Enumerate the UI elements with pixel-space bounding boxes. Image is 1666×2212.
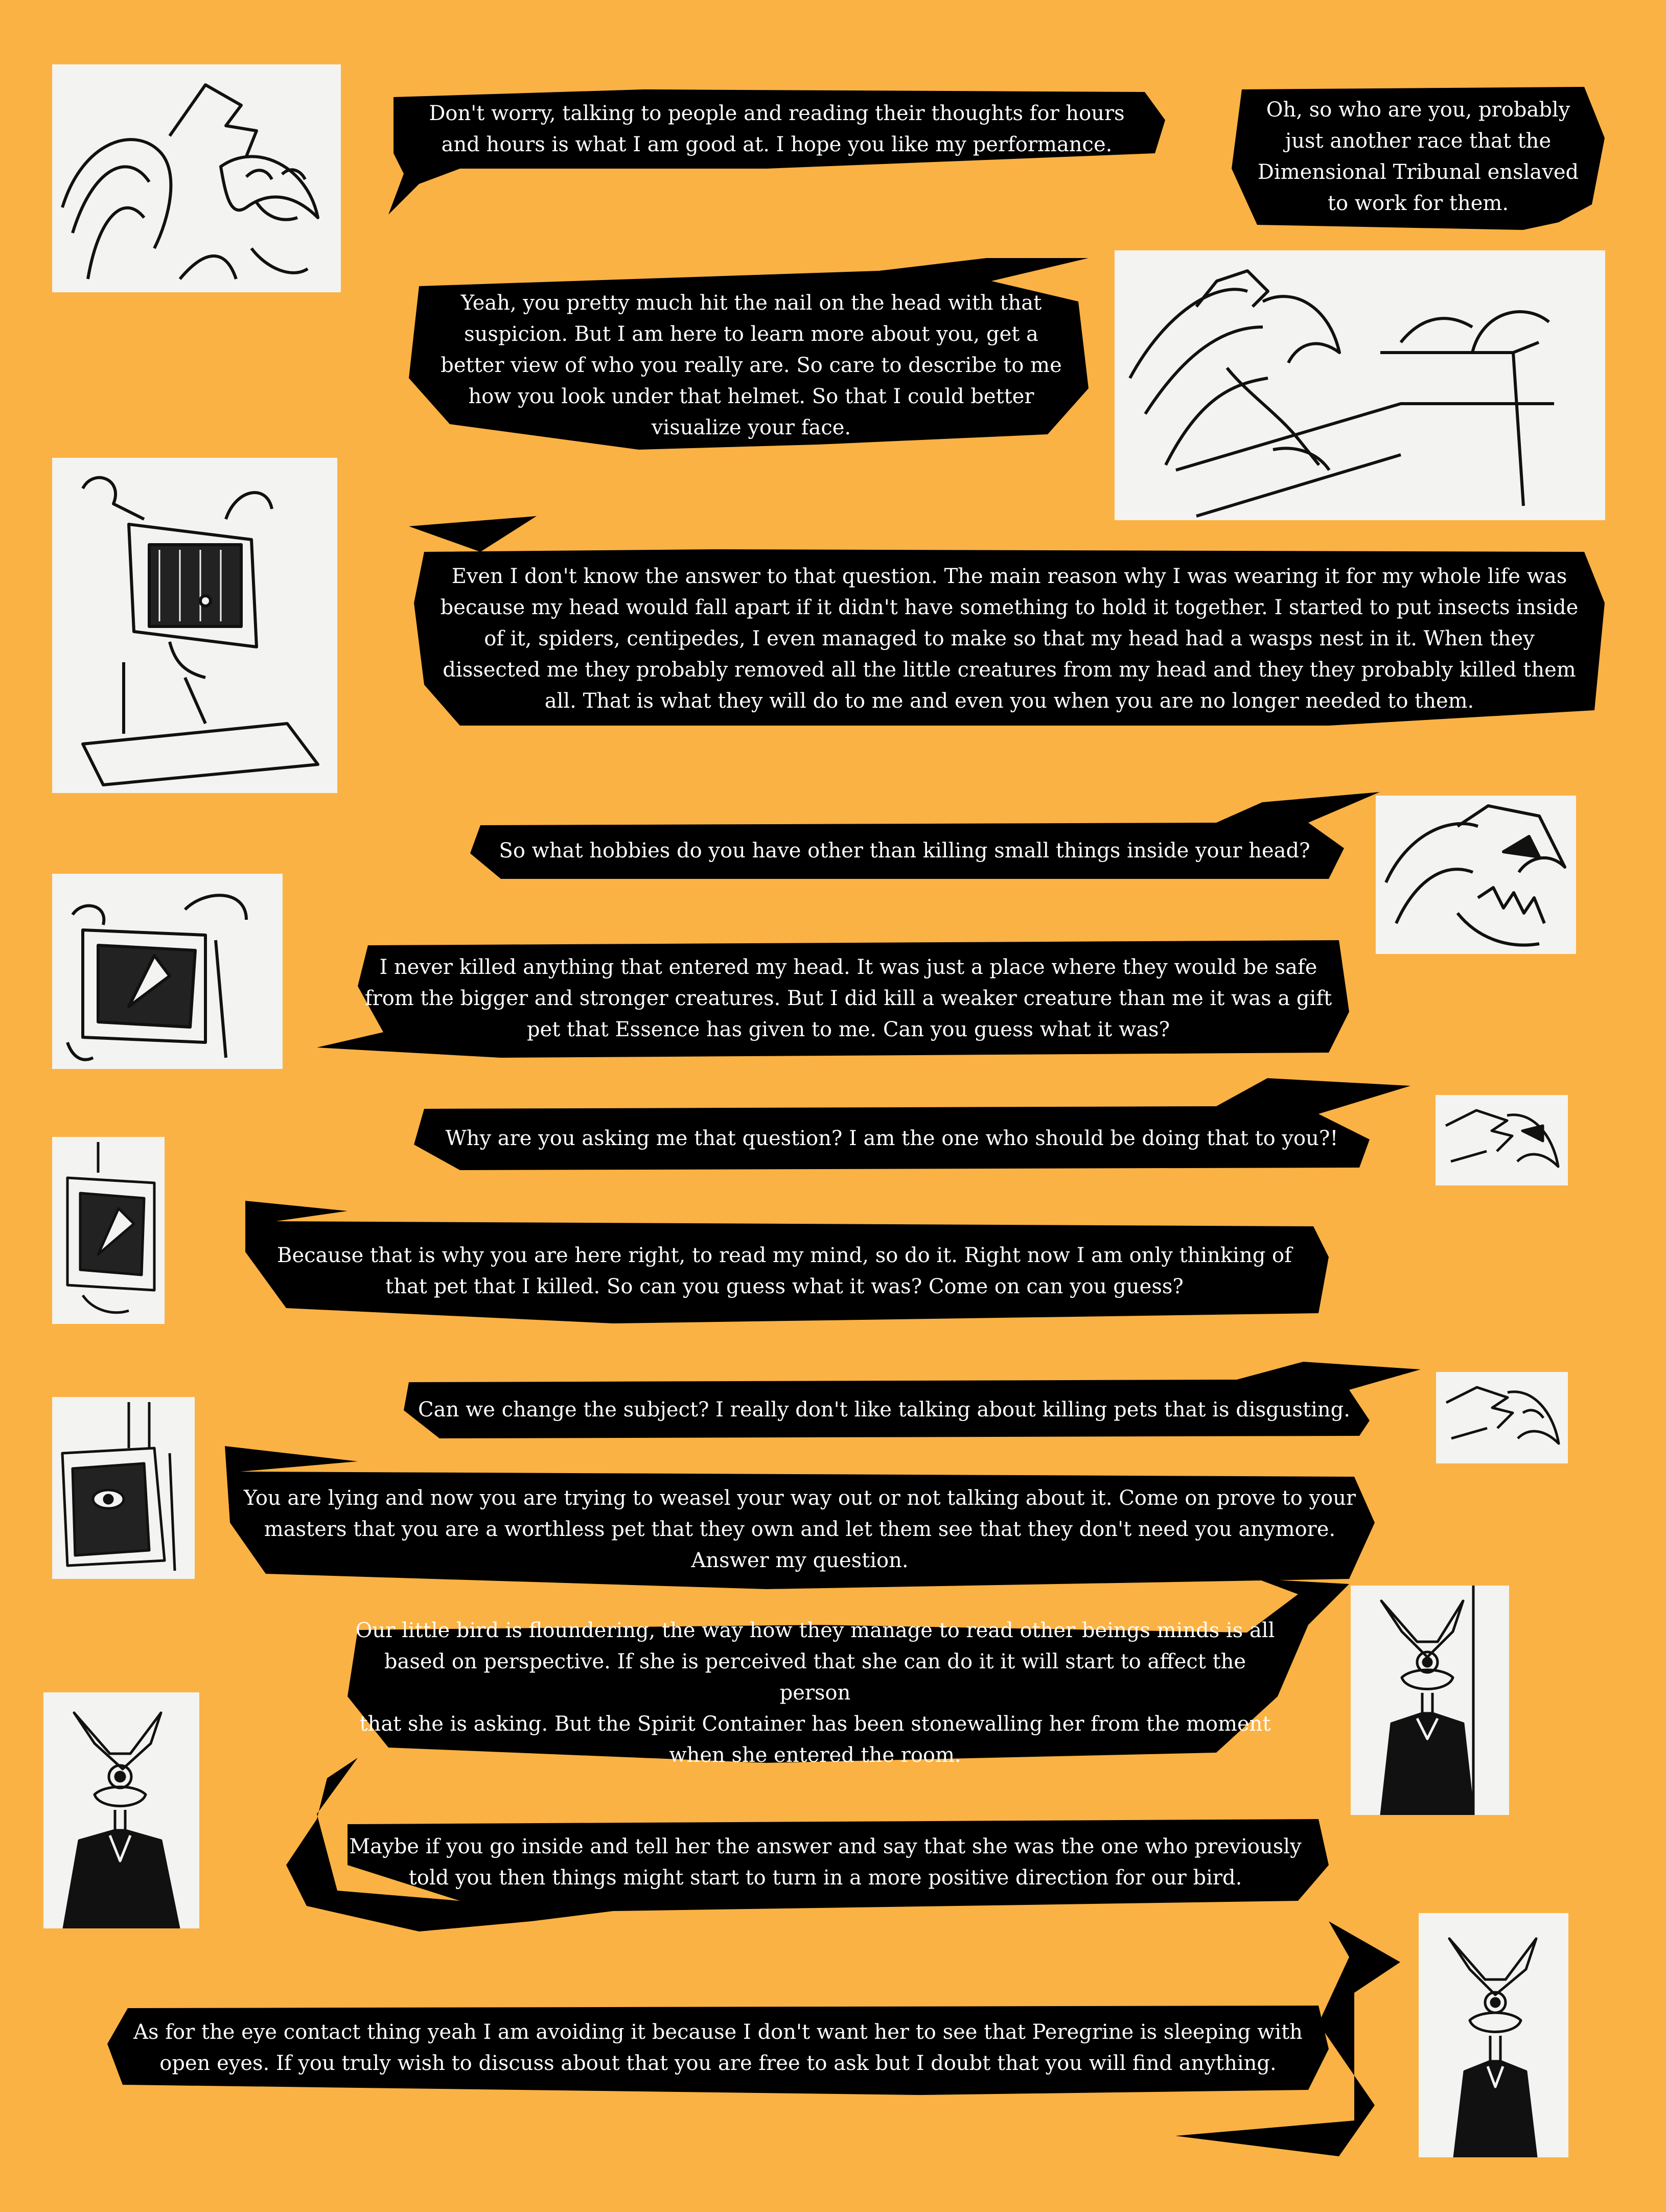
speech-bubble-1 — [399, 91, 1155, 168]
speech-bubble-4 — [419, 553, 1600, 725]
speech-bubble-5 — [475, 824, 1334, 878]
speech-bubble-3-text: Yeah, you pretty much hit the nail on the head with that suspicion. But I am here to learn more about you, get a better view of who you really are. So care to describe to me how you look under that helmet. So that I could better visualize your face. — [441, 291, 1062, 439]
speech-bubble-12 — [327, 1822, 1324, 1903]
speech-bubble-8 — [245, 1224, 1324, 1318]
speech-bubble-9-text: Can we change the subject? I really don't like talking about killing pets that is disgusting. — [418, 1398, 1350, 1422]
speech-bubble-2-text: Oh, so who are you, probably just another race that the Dimensional Tribunal enslaved to work for them. — [1257, 98, 1579, 215]
speech-bubble-10-text: You are lying and now you are trying to weasel your way out or not talking about it. Come on prove to your masters that you are a worthless pet that they own and let them see that they don't need you anymore. Answer my question. — [243, 1486, 1356, 1572]
speech-bubble-8-text: Because that is why you are here right, to read my mind, so do it. Right now I am only thinking of that pet that I killed. So can you guess what it was? Come on can you guess? — [277, 1243, 1292, 1298]
speech-bubble-6 — [353, 941, 1344, 1056]
speech-bubble-6-text: I never killed anything that entered my head. It was just a place where they would be safe from the bigger and stronger creatures. But I did kill a weaker creature than me it was a gift pet that Essence has given to me. Can you guess what it was? — [364, 955, 1332, 1041]
speech-bubble-2 — [1237, 88, 1600, 226]
speech-bubble-7-text: Why are you asking me that question? I am the one who should be doing that to you?! — [445, 1126, 1338, 1150]
speech-bubble-11 — [348, 1618, 1283, 1767]
speech-bubble-13 — [112, 2007, 1324, 2089]
speech-bubble-7 — [419, 1108, 1364, 1169]
speech-bubble-9 — [404, 1382, 1364, 1437]
speech-bubble-12-text: Maybe if you go inside and tell her the answer and say that she was the one who previously told you then things might start to turn in a more positive direction for our bird. — [349, 1835, 1302, 1890]
speech-bubble-10 — [230, 1476, 1370, 1583]
speech-bubble-3 — [414, 284, 1089, 447]
speech-bubble-5-text: So what hobbies do you have other than killing small things inside your head? — [499, 839, 1310, 863]
speech-bubble-11-text: Our little bird is floundering, the way how they manage to read other beings minds is all based on perspective. If she is perceived that she can do it it will start to affect the person that she is asking. But the Spirit Container has been stonewalling her from the moment when she entered the room. — [355, 1618, 1275, 1767]
speech-bubble-13-text: As for the eye contact thing yeah I am avoiding it because I don't want her to see that Peregrine is sleeping with open eyes. If you truly wish to discuss about that you are free to ask but I doubt that you will find anything. — [133, 2020, 1303, 2075]
speech-bubble-4-text: Even I don't know the answer to that question. The main reason why I was wearing it for my whole life was because my head would fall apart if it didn't have something to hold it together. I started to put insects inside of it, spiders, centipedes, I even managed to make so that my head had a wasps nest in it. When they dissected me they probably removed all the little creatures from my head and they they probably killed them all. That is what they will do to me and even you when you are no longer needed to them. — [440, 564, 1579, 713]
speech-bubble-1-text: Don't worry, talking to people and reading their thoughts for hours and hours is what I am good at. I hope you like my performance. — [429, 102, 1125, 156]
